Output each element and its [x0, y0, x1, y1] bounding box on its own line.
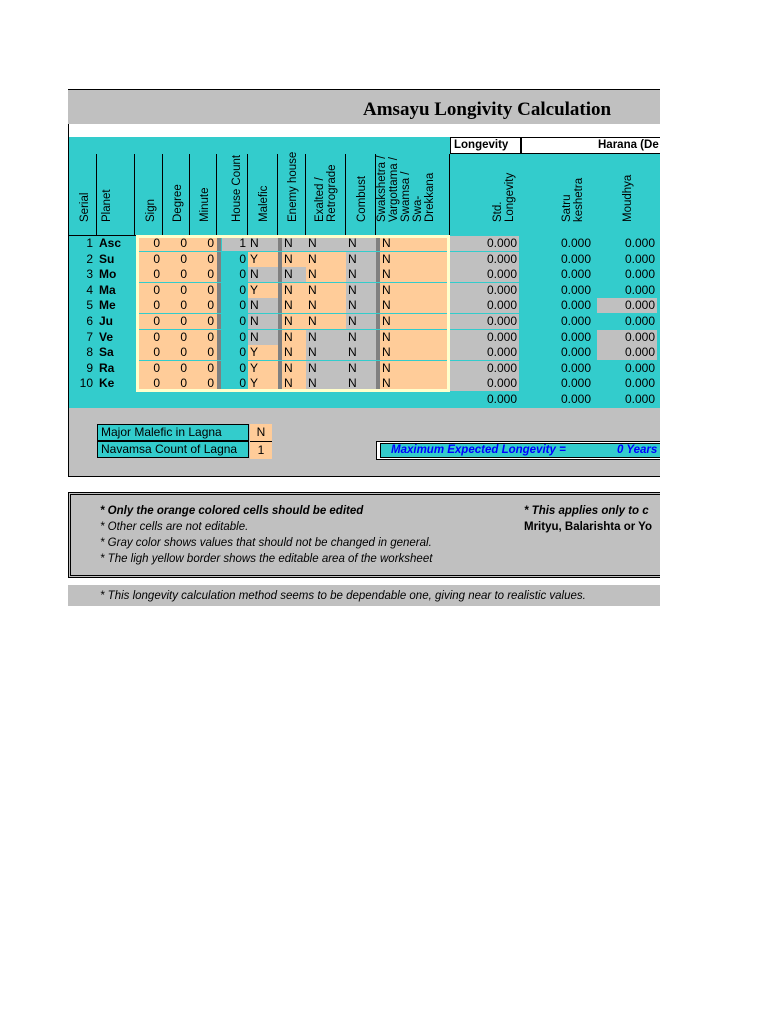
cell-minute[interactable]: 0 — [190, 283, 217, 298]
cell-exalted[interactable]: N — [306, 283, 346, 298]
cell-house: 0 — [222, 283, 248, 298]
cell-satru: 0.000 — [560, 376, 591, 391]
cell-combust[interactable]: N — [346, 298, 376, 313]
col-sign-label: Sign — [145, 198, 157, 222]
cell-std: 0.000 — [450, 267, 519, 282]
cell-swa[interactable]: N — [380, 376, 450, 391]
cell-moudhya: 0.000 — [624, 360, 655, 375]
cell-minute[interactable]: 0 — [190, 252, 217, 267]
major-malefic-value[interactable]: N — [250, 424, 272, 441]
cell-satru: 0.000 — [560, 329, 591, 344]
cell-serial: 1 — [86, 236, 93, 250]
cell-serial: 7 — [86, 329, 93, 344]
cell-enemy[interactable]: N — [282, 376, 306, 391]
notes-panel — [68, 492, 660, 578]
cell-planet: Sa — [99, 345, 114, 360]
cell-satru: 0.000 — [560, 251, 591, 266]
cell-std: 0.000 — [450, 252, 519, 267]
cell-degree[interactable]: 0 — [163, 267, 190, 282]
footer-note-bar — [68, 585, 660, 606]
cell-degree[interactable]: 0 — [163, 236, 190, 251]
cell-satru: 0.000 — [560, 314, 591, 328]
cell-combust[interactable]: N — [346, 252, 376, 267]
cell-serial: 6 — [86, 314, 93, 328]
cell-sign[interactable]: 0 — [139, 252, 163, 267]
col-degree — [163, 154, 190, 236]
cell-combust[interactable]: N — [346, 267, 376, 282]
cell-exalted[interactable]: N — [306, 345, 346, 360]
cell-enemy[interactable]: N — [282, 267, 306, 282]
cell-sign[interactable]: 0 — [139, 361, 163, 376]
total-std: 0.000 — [486, 392, 517, 406]
cell-swa[interactable]: N — [380, 314, 450, 329]
cell-exalted[interactable]: N — [306, 314, 346, 329]
col-swa-label-2: Vargottama / — [388, 157, 400, 222]
cell-exalted[interactable]: N — [306, 252, 346, 267]
cell-std: 0.000 — [450, 330, 519, 345]
cell-satru: 0.000 — [560, 236, 591, 250]
cell-malefic[interactable]: N — [248, 314, 278, 329]
cell-house: 0 — [222, 345, 248, 360]
note-mrityu: Mrityu, Balarishta or Yo — [524, 521, 653, 533]
col-swakshetra — [376, 154, 450, 236]
cell-malefic[interactable]: N — [248, 236, 278, 251]
col-moudhya — [597, 154, 660, 236]
col-moudhya-label: Moudhya — [622, 174, 634, 222]
cell-planet: Me — [99, 298, 116, 313]
total-moudhya: 0.000 — [624, 392, 655, 406]
col-std-label-2: Longevity — [504, 172, 516, 222]
major-malefic-label: Major Malefic in Lagna — [97, 424, 249, 441]
page-title: Amsayu Longivity Calculation — [363, 99, 612, 120]
col-exalted-retrograde — [306, 154, 346, 236]
cell-degree[interactable]: 0 — [163, 314, 190, 329]
max-longevity-value: 0 Years — [617, 444, 658, 456]
cell-serial: 3 — [86, 267, 93, 282]
cell-swa[interactable]: N — [380, 267, 450, 282]
cell-degree[interactable]: 0 — [163, 361, 190, 376]
cell-minute[interactable]: 0 — [190, 236, 217, 251]
col-house-count-label: House Count — [231, 154, 243, 222]
cell-sign[interactable]: 0 — [139, 376, 163, 391]
cell-minute[interactable]: 0 — [190, 298, 217, 313]
max-longevity-box — [380, 443, 660, 458]
cell-moudhya: 0.000 — [624, 267, 655, 282]
cell-degree[interactable]: 0 — [163, 283, 190, 298]
cell-moudhya: 0.000 — [597, 298, 657, 313]
cell-std: 0.000 — [450, 298, 519, 313]
cell-satru: 0.000 — [560, 360, 591, 375]
cell-planet: Ma — [99, 282, 116, 297]
col-serial — [69, 154, 97, 236]
cell-sign[interactable]: 0 — [139, 330, 163, 345]
cell-swa[interactable]: N — [380, 330, 450, 345]
col-malefic-label: Malefic — [258, 185, 270, 222]
cell-house: 1 — [222, 236, 248, 251]
cell-enemy[interactable]: N — [282, 236, 306, 251]
col-std-label-1: Std. — [492, 201, 504, 222]
cell-degree[interactable]: 0 — [163, 330, 190, 345]
col-sign — [135, 154, 163, 236]
cell-combust[interactable]: N — [346, 283, 376, 298]
note-orange-cells: * Only the orange colored cells should be edited — [100, 505, 364, 517]
cell-malefic[interactable]: N — [248, 267, 278, 282]
spacer-row — [69, 124, 660, 137]
navamsa-count-label: Navamsa Count of Lagna — [97, 441, 249, 458]
note-yellow-border: * The ligh yellow border shows the editable area of the worksheet — [100, 553, 433, 565]
cell-degree[interactable]: 0 — [163, 345, 190, 360]
cell-swa[interactable]: N — [380, 345, 450, 360]
cell-minute[interactable]: 0 — [190, 361, 217, 376]
col-degree-label: Degree — [172, 184, 184, 222]
cell-std: 0.000 — [450, 236, 519, 251]
cell-house: 0 — [222, 330, 248, 345]
col-exalted-label-1: Exalted / — [314, 177, 326, 222]
cell-satru: 0.000 — [560, 282, 591, 297]
cell-sign[interactable]: 0 — [139, 236, 163, 251]
cell-enemy[interactable]: N — [282, 345, 306, 360]
cell-planet: Mo — [99, 267, 117, 282]
cell-combust[interactable]: N — [346, 376, 376, 391]
cell-enemy[interactable]: N — [282, 361, 306, 376]
col-minute — [190, 154, 217, 236]
cell-minute[interactable]: 0 — [190, 345, 217, 360]
cell-moudhya: 0.000 — [624, 251, 655, 266]
col-std-longevity — [450, 154, 521, 236]
col-satru-label-2: keshetra — [573, 177, 585, 222]
cell-combust[interactable]: N — [346, 361, 376, 376]
footer-note: * This longevity calculation method seems to be dependable one, giving near to realistic values. — [100, 590, 586, 602]
cell-serial: 8 — [86, 345, 93, 360]
cell-swa[interactable]: N — [380, 298, 450, 313]
cell-degree[interactable]: 0 — [163, 298, 190, 313]
title-bar — [68, 90, 660, 124]
cell-malefic[interactable]: N — [248, 330, 278, 345]
cell-malefic[interactable]: Y — [248, 345, 278, 360]
cell-house: 0 — [222, 314, 248, 329]
cell-minute[interactable]: 0 — [190, 376, 217, 391]
cell-malefic[interactable]: Y — [248, 252, 278, 267]
col-swa-label-5: Drekkana — [424, 172, 436, 222]
col-combust-label: Combust — [356, 175, 368, 222]
cell-combust[interactable]: N — [346, 236, 376, 251]
cell-malefic[interactable]: Y — [248, 361, 278, 376]
cell-exalted[interactable]: N — [306, 236, 346, 251]
note-gray-color: * Gray color shows values that should not be changed in general. — [100, 537, 432, 549]
note-applies-only: * This applies only to c — [524, 505, 649, 517]
cell-swa[interactable]: N — [380, 361, 450, 376]
cell-degree[interactable]: 0 — [163, 376, 190, 391]
col-swa-label-1: Swakshetra / — [376, 155, 388, 222]
cell-serial: 9 — [86, 360, 93, 375]
cell-minute[interactable]: 0 — [190, 267, 217, 282]
cell-sign[interactable]: 0 — [139, 283, 163, 298]
cell-minute[interactable]: 0 — [190, 314, 217, 329]
cell-satru: 0.000 — [560, 345, 591, 360]
col-swa-label-3: Swamsa / — [400, 171, 412, 222]
cell-combust[interactable]: N — [346, 345, 376, 360]
cell-malefic[interactable]: N — [248, 298, 278, 313]
cell-house: 0 — [222, 267, 248, 282]
cell-sign[interactable]: 0 — [139, 314, 163, 329]
col-swa-label-4: Swa- — [412, 195, 424, 222]
col-minute-label: Minute — [199, 187, 211, 222]
cell-enemy[interactable]: N — [282, 314, 306, 329]
cell-serial: 4 — [86, 282, 93, 297]
section-harana: Harana (De — [521, 137, 660, 154]
navamsa-count-value[interactable]: 1 — [250, 441, 272, 459]
cell-std: 0.000 — [450, 314, 519, 329]
cell-planet: Ra — [99, 360, 115, 375]
cell-satru: 0.000 — [560, 267, 591, 282]
col-satru-label-1: Satru — [561, 194, 573, 222]
cell-house: 0 — [222, 376, 248, 391]
cell-moudhya: 0.000 — [624, 314, 655, 328]
max-longevity-label: Maximum Expected Longevity = — [391, 444, 566, 456]
cell-house: 0 — [222, 252, 248, 267]
totals-row — [69, 392, 660, 407]
col-enemy-house-label: Enemy house — [287, 151, 299, 222]
note-not-editable: * Other cells are not editable. — [100, 521, 249, 533]
col-house-count — [222, 154, 248, 236]
cell-malefic[interactable]: Y — [248, 283, 278, 298]
cell-exalted[interactable]: N — [306, 298, 346, 313]
cell-satru: 0.000 — [560, 298, 591, 313]
cell-exalted[interactable]: N — [306, 361, 346, 376]
cell-swa[interactable]: N — [380, 236, 450, 251]
cell-moudhya: 0.000 — [624, 236, 655, 250]
col-enemy-house — [278, 151, 306, 236]
cell-std: 0.000 — [450, 361, 519, 376]
cell-degree[interactable]: 0 — [163, 252, 190, 267]
cell-std: 0.000 — [450, 345, 519, 360]
cell-serial: 5 — [86, 298, 93, 313]
section-longevity: Longevity — [450, 137, 521, 154]
cell-enemy[interactable]: N — [282, 298, 306, 313]
col-malefic — [248, 154, 278, 236]
total-satru: 0.000 — [560, 392, 591, 406]
cell-sign[interactable]: 0 — [139, 345, 163, 360]
cell-enemy[interactable]: N — [282, 330, 306, 345]
cell-combust[interactable]: N — [346, 314, 376, 329]
cell-moudhya: 0.000 — [624, 376, 655, 391]
cell-enemy[interactable]: N — [282, 252, 306, 267]
section-header-row — [69, 137, 660, 154]
cell-exalted[interactable]: N — [306, 267, 346, 282]
cell-std: 0.000 — [450, 376, 519, 391]
cell-combust[interactable]: N — [346, 330, 376, 345]
cell-planet: Asc — [99, 236, 122, 250]
cell-enemy[interactable]: N — [282, 283, 306, 298]
cell-planet: Ju — [99, 314, 114, 328]
col-exalted-label-2: Retrograde — [326, 164, 338, 222]
cell-serial: 2 — [86, 251, 93, 266]
editable-area-border — [136, 235, 450, 392]
cell-planet: Ve — [99, 329, 114, 344]
col-planet-label: Planet — [101, 189, 113, 222]
col-satru-keshetra — [521, 154, 597, 236]
cell-sign[interactable]: 0 — [139, 298, 163, 313]
cell-house: 0 — [222, 298, 248, 313]
col-combust — [346, 154, 376, 236]
cell-planet: Su — [99, 251, 115, 266]
cell-swa[interactable]: N — [380, 252, 450, 267]
cell-minute[interactable]: 0 — [190, 330, 217, 345]
col-serial-label: Serial — [79, 192, 91, 222]
cell-malefic[interactable]: Y — [248, 376, 278, 391]
cell-sign[interactable]: 0 — [139, 267, 163, 282]
cell-moudhya: 0.000 — [624, 282, 655, 297]
cell-exalted[interactable]: N — [306, 330, 346, 345]
cell-swa[interactable]: N — [380, 283, 450, 298]
cell-serial: 10 — [79, 376, 93, 391]
cell-moudhya: 0.000 — [597, 330, 657, 345]
cell-planet: Ke — [99, 376, 115, 391]
cell-house: 0 — [222, 361, 248, 376]
col-planet — [97, 154, 135, 236]
cell-std: 0.000 — [450, 283, 519, 298]
cell-exalted[interactable]: N — [306, 376, 346, 391]
cell-moudhya: 0.000 — [597, 345, 657, 360]
